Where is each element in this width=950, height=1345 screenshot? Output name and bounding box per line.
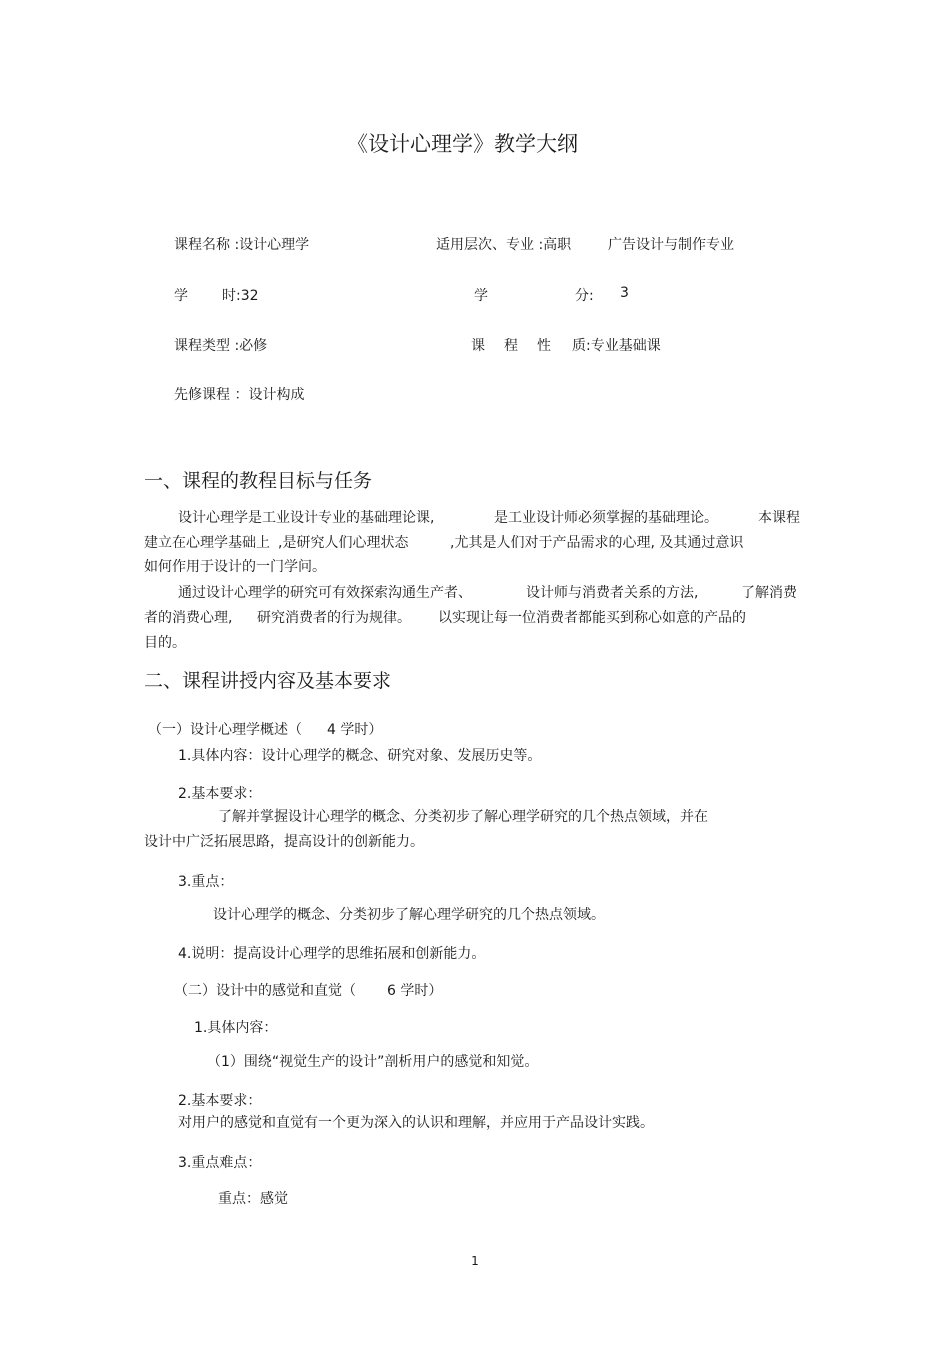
paragraph-text: 了解消费 (741, 585, 797, 601)
credits-value: 3 (620, 285, 629, 301)
course-type: 课程类型 :必修 (174, 338, 268, 354)
course-major: 广告设计与制作专业 (608, 237, 734, 253)
course-nature-char-1: 课 (471, 338, 485, 354)
paragraph-text: 建立在心理学基础上 (144, 535, 270, 551)
section-heading-1: 一、课程的教程目标与任务 (144, 470, 373, 492)
paragraph-text: ,尤其是人们对于产品需求的心理, 及其通过意识 (450, 535, 744, 551)
unit-hours: 6 学时） (387, 983, 443, 999)
requirement-label: 2.基本要求： (178, 786, 262, 802)
course-nature: 质:专业基础课 (572, 338, 661, 354)
key-point-label: 3.重点难点： (178, 1155, 262, 1171)
document-title: 《设计心理学》教学大纲 (347, 132, 578, 156)
key-point-text: 设计心理学的概念、分类初步了解心理学研究的几个热点领域。 (213, 907, 605, 923)
paragraph-text: 以实现让每一位消费者都能买到称心如意的产品的 (438, 610, 746, 626)
paragraph-text: 设计心理学是工业设计专业的基础理论课, (178, 510, 435, 526)
paragraph-text: 设计师与消费者关系的方法, (526, 585, 699, 601)
unit-content-label: 1.具体内容： (194, 1020, 278, 1036)
hours-value: 时:32 (222, 288, 259, 304)
paragraph-text: ,是研究人们心理状态 (278, 535, 409, 551)
paragraph-text: 如何作用于设计的一门学问。 (144, 559, 326, 575)
credits-suffix: 分: (575, 288, 594, 304)
paragraph-text: 者的消费心理, (144, 610, 233, 626)
requirement-text: 了解并掌握设计心理学的概念、分类初步了解心理学研究的几个热点领域，并在 (218, 809, 708, 825)
course-nature-char-2: 程 (504, 338, 518, 354)
unit-content: 1.具体内容：设计心理学的概念、研究对象、发展历史等。 (178, 748, 542, 764)
unit-content-item: （1）围绕“视觉生产的设计”剖析用户的感觉和知觉。 (207, 1054, 539, 1070)
requirement-text: 对用户的感觉和直觉有一个更为深入的认识和理解，并应用于产品设计实践。 (178, 1115, 654, 1131)
unit-title: （二）设计中的感觉和直觉（ (174, 983, 356, 999)
section-heading-2: 二、课程讲授内容及基本要求 (144, 670, 392, 692)
prerequisite: 先修课程 ：设计构成 (174, 387, 305, 403)
unit-title: （一）设计心理学概述（ (148, 722, 302, 738)
key-point-text: 重点：感觉 (218, 1191, 288, 1207)
paragraph-text: 是工业设计师必须掌握的基础理论。 (494, 510, 718, 526)
course-level: 适用层次、专业 :高职 (436, 237, 572, 253)
unit-note: 4.说明：提高设计心理学的思维拓展和创新能力。 (178, 946, 486, 962)
course-name: 课程名称 :设计心理学 (174, 237, 310, 253)
unit-hours: 4 学时） (327, 722, 383, 738)
paragraph-text: 目的。 (144, 635, 186, 651)
requirement-label: 2.基本要求： (178, 1093, 262, 1109)
paragraph-text: 本课程 (758, 510, 800, 526)
paragraph-text: 研究消费者的行为规律。 (257, 610, 411, 626)
course-nature-char-3: 性 (537, 338, 551, 354)
requirement-text: 设计中广泛拓展思路，提高设计的创新能力。 (144, 834, 424, 850)
paragraph-text: 通过设计心理学的研究可有效探索沟通生产者、 (178, 585, 472, 601)
credits-label: 学 (474, 288, 488, 304)
key-point-label: 3.重点： (178, 874, 234, 890)
hours-label: 学 (174, 288, 188, 304)
page-number: 1 (471, 1254, 479, 1268)
